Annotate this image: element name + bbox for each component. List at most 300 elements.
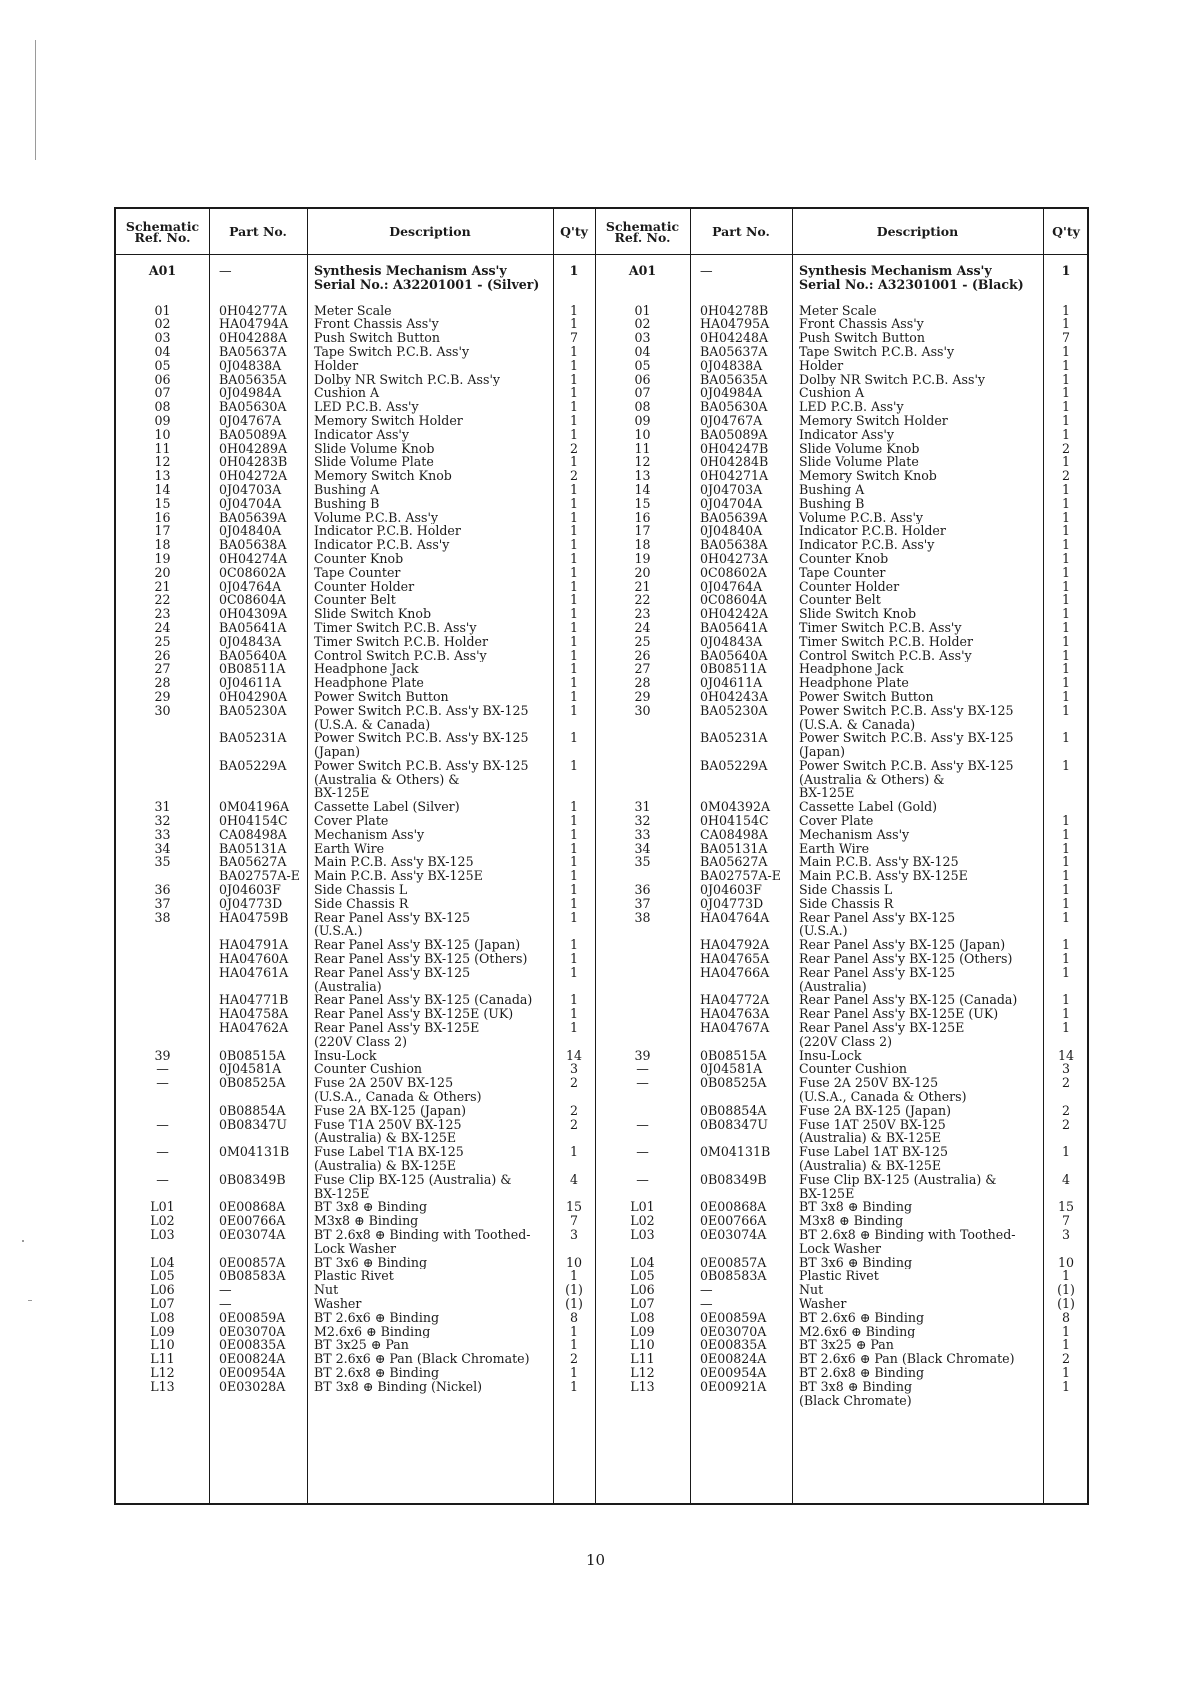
description-cell: Main P.C.B. Ass'y BX-125E xyxy=(314,869,483,884)
schematic-ref-cell xyxy=(595,1104,690,1118)
table-row xyxy=(116,317,595,331)
qty-cell: 3 xyxy=(1061,1062,1070,1077)
schematic-ref-cell: 16 xyxy=(634,510,651,525)
qty-cell: 1 xyxy=(1061,1269,1070,1284)
part-no-cell: — xyxy=(700,264,713,278)
qty-cell: 1 xyxy=(1061,689,1070,704)
schematic-ref-cell: 18 xyxy=(634,538,651,552)
schematic-ref-cell xyxy=(595,294,690,304)
qty-cell: 2 xyxy=(1061,469,1070,483)
table-row xyxy=(116,414,595,428)
qty-cell: 1 xyxy=(1061,703,1070,718)
qty-cell: 1 xyxy=(569,372,578,387)
header-qty: Q'ty xyxy=(560,224,588,239)
schematic-ref-cell: 39 xyxy=(634,1048,651,1063)
description-cell: Headphone Jack xyxy=(799,662,904,677)
description-cell: Cushion A xyxy=(799,386,865,401)
table-row xyxy=(116,676,595,690)
table-row xyxy=(116,800,595,814)
table-row xyxy=(595,1256,1089,1270)
description-cell: Timer Switch P.C.B. Holder xyxy=(314,634,489,649)
table-row xyxy=(595,1104,1089,1118)
qty-cell: 1 xyxy=(569,1007,578,1022)
description-cell: Fuse 2A 250V BX-125 (U.S.A., Canada & Others) xyxy=(314,1076,482,1104)
table-row xyxy=(116,635,595,649)
qty-cell: 1 xyxy=(1061,579,1070,594)
part-no-cell: 0E00859A xyxy=(700,1310,767,1325)
table-row xyxy=(116,400,595,414)
description-cell: Tape Switch P.C.B. Ass'y xyxy=(314,344,470,359)
part-no-cell: BA05131A xyxy=(219,841,287,856)
part-no-cell: 0E03074A xyxy=(700,1227,767,1242)
qty-cell: 1 xyxy=(1061,264,1071,278)
description-cell: Bushing B xyxy=(314,496,380,511)
table-row xyxy=(116,1007,595,1021)
description-cell: Fuse 1AT 250V BX-125 (Australia) & BX-125E xyxy=(799,1117,946,1146)
description-cell: Bushing B xyxy=(799,496,865,511)
table-row xyxy=(595,1325,1089,1339)
description-cell: M3x8 ⊕ Binding xyxy=(314,1214,419,1228)
description-cell: Side Chassis L xyxy=(314,883,408,897)
schematic-ref-cell xyxy=(116,1021,209,1049)
qty-cell: 1 xyxy=(1061,607,1070,621)
part-no-cell: BA05630A xyxy=(700,400,768,414)
page-number: 10 xyxy=(585,1551,606,1569)
table-row xyxy=(116,593,595,607)
table-row xyxy=(595,966,1089,994)
schematic-ref-cell: — xyxy=(156,1172,169,1187)
qty-cell: 1 xyxy=(569,634,578,649)
table-row xyxy=(595,1049,1089,1063)
table-row xyxy=(595,1007,1089,1021)
part-no-cell: 0B08583A xyxy=(219,1269,286,1284)
table-row xyxy=(116,1173,595,1201)
table-row xyxy=(595,1200,1089,1214)
table-row xyxy=(116,264,595,292)
part-no-cell: 0B08583A xyxy=(700,1269,767,1284)
part-no-cell: 0J04773D xyxy=(700,896,764,911)
table-row xyxy=(595,911,1089,939)
part-no-cell: 0M04392A xyxy=(700,800,771,815)
description-cell: Cushion A xyxy=(314,386,380,401)
table-row xyxy=(595,1269,1089,1283)
qty-cell: 1 xyxy=(569,896,578,911)
table-row xyxy=(595,414,1089,428)
description-cell: BT 2.6x8 ⊕ Binding with Toothed- Lock Washer xyxy=(799,1227,1016,1256)
table-row xyxy=(595,428,1089,442)
qty-cell: 7 xyxy=(569,1214,578,1228)
part-no-cell: 0C08604A xyxy=(219,593,286,608)
description-cell: Indicator P.C.B. Holder xyxy=(799,524,946,539)
qty-cell: 1 xyxy=(1061,910,1070,925)
description-cell: Tape Counter xyxy=(314,565,401,580)
qty-cell: 1 xyxy=(569,344,578,359)
part-no-cell: 0E00766A xyxy=(219,1214,286,1228)
table-row xyxy=(116,662,595,676)
description-cell: Headphone Jack xyxy=(314,662,419,677)
part-no-cell: 0J04611A xyxy=(219,676,282,690)
schematic-ref-cell xyxy=(116,731,209,759)
qty-cell: 1 xyxy=(1061,676,1070,690)
part-no-cell: CA08498A xyxy=(700,827,768,842)
qty-cell: 1 xyxy=(1061,952,1070,966)
header-part-no: Part No. xyxy=(229,224,287,239)
part-no-cell: — xyxy=(219,1283,232,1297)
description-cell: BT 3x8 ⊕ Binding xyxy=(314,1200,427,1215)
part-no-cell: HA04759B xyxy=(219,910,289,925)
description-cell: Headphone Plate xyxy=(314,676,424,690)
table-row xyxy=(116,1228,595,1256)
qty-cell: 1 xyxy=(569,758,578,773)
description-cell: Insu-Lock xyxy=(799,1048,862,1063)
table-row xyxy=(116,897,595,911)
schematic-ref-cell: 24 xyxy=(154,620,171,635)
qty-cell: 1 xyxy=(569,538,578,552)
part-no-cell: 0B08347U xyxy=(219,1117,287,1132)
schematic-ref-cell: L04 xyxy=(630,1255,655,1270)
qty-cell: 1 xyxy=(1061,1145,1070,1160)
part-no-cell: 0H04154C xyxy=(219,814,288,828)
schematic-ref-cell xyxy=(116,759,209,800)
part-no-cell: BA05639A xyxy=(219,510,287,525)
part-no-cell: 0M04131B xyxy=(219,1145,290,1160)
qty-cell: 1 xyxy=(569,1145,578,1160)
part-no-cell: 0M04131B xyxy=(700,1145,771,1160)
schematic-ref-cell: 13 xyxy=(634,469,651,483)
part-no-cell: BA02757A-E xyxy=(700,869,781,884)
table-row xyxy=(595,649,1089,663)
schematic-ref-cell: 23 xyxy=(154,607,171,621)
qty-cell: 2 xyxy=(569,1076,578,1091)
description-cell: BT 3x8 ⊕ Binding xyxy=(799,1200,912,1215)
qty-cell: 1 xyxy=(569,689,578,704)
schematic-ref-cell: — xyxy=(636,1076,649,1091)
qty-cell: 1 xyxy=(569,593,578,608)
table-row xyxy=(595,1311,1089,1325)
description-cell: Memory Switch Knob xyxy=(799,469,937,483)
table-row xyxy=(595,455,1089,469)
table-row xyxy=(116,966,595,994)
schematic-ref-cell: 07 xyxy=(634,386,651,401)
qty-cell: 1 xyxy=(1061,1021,1070,1036)
schematic-ref-cell: L03 xyxy=(150,1227,175,1242)
qty-cell xyxy=(1043,800,1089,814)
table-row xyxy=(116,759,595,800)
qty-cell: 1 xyxy=(569,386,578,401)
schematic-ref-cell: 17 xyxy=(634,524,651,539)
qty-cell: 2 xyxy=(1061,1103,1070,1118)
part-no-cell: 0J04843A xyxy=(700,634,763,649)
description-cell: Mechanism Ass'y xyxy=(314,827,425,842)
description-cell: BT 2.6x8 ⊕ Binding xyxy=(799,1365,925,1380)
schematic-ref-cell: L11 xyxy=(630,1352,655,1366)
qty-cell: 1 xyxy=(569,264,579,278)
description-cell: Fuse 2A BX-125 (Japan) xyxy=(314,1103,467,1118)
qty-cell: 1 xyxy=(569,910,578,925)
description-cell: BT 3x6 ⊕ Binding xyxy=(314,1255,427,1270)
part-no-cell: 0H04284B xyxy=(700,455,769,470)
schematic-ref-cell: A01 xyxy=(628,264,657,278)
qty-cell: (1) xyxy=(1057,1283,1075,1297)
table-row xyxy=(595,897,1089,911)
qty-cell: 1 xyxy=(569,869,578,884)
table-row xyxy=(595,442,1089,456)
description-cell: Cassette Label (Silver) xyxy=(314,800,460,815)
qty-cell: 1 xyxy=(569,427,578,442)
qty-cell: 1 xyxy=(569,1365,578,1380)
qty-cell: 4 xyxy=(569,1172,578,1187)
qty-cell: 2 xyxy=(569,1117,578,1132)
part-no-cell: 0H04243A xyxy=(700,689,769,704)
schematic-ref-cell: 10 xyxy=(154,427,171,442)
qty-cell: 1 xyxy=(569,800,578,815)
qty-cell: 1 xyxy=(569,993,578,1008)
schematic-ref-cell: 07 xyxy=(154,386,171,401)
table-row xyxy=(595,759,1089,800)
description-cell: Holder xyxy=(799,358,844,373)
qty-cell: 1 xyxy=(1061,896,1070,911)
qty-cell: 2 xyxy=(1061,1352,1070,1366)
description-cell: Holder xyxy=(314,358,359,373)
description-cell: Counter Belt xyxy=(314,593,396,608)
description-cell: Indicator P.C.B. Ass'y xyxy=(799,538,935,552)
table-row xyxy=(116,704,595,732)
table-row xyxy=(595,331,1089,345)
schematic-ref-cell: 19 xyxy=(154,551,171,566)
schematic-ref-cell: — xyxy=(636,1117,649,1132)
qty-cell: 1 xyxy=(1061,386,1070,401)
table-row xyxy=(595,607,1089,621)
table-row xyxy=(595,1338,1089,1352)
schematic-ref-cell: 18 xyxy=(154,538,171,552)
qty-cell: 1 xyxy=(1061,358,1070,373)
schematic-ref-cell: 20 xyxy=(154,565,171,580)
description-cell: Rear Panel Ass'y BX-125E (220V Class 2) xyxy=(799,1021,965,1049)
part-no-cell: BA05627A xyxy=(219,855,287,870)
qty-cell: 1 xyxy=(569,965,578,980)
table-row xyxy=(595,497,1089,511)
part-no-cell: 0E00824A xyxy=(219,1352,286,1366)
schematic-ref-cell: 28 xyxy=(634,676,651,690)
schematic-ref-cell: 15 xyxy=(154,496,171,511)
schematic-ref-cell: L11 xyxy=(150,1352,175,1366)
table-row xyxy=(595,400,1089,414)
schematic-ref-cell: 23 xyxy=(634,607,651,621)
qty-cell: 15 xyxy=(1057,1200,1075,1215)
description-cell: BT 2.6x6 ⊕ Pan (Black Chromate) xyxy=(799,1352,1015,1366)
description-cell xyxy=(792,294,1043,304)
schematic-ref-cell: 10 xyxy=(634,427,651,442)
qty-cell: 1 xyxy=(1061,993,1070,1008)
schematic-ref-cell: 37 xyxy=(634,896,651,911)
qty-cell: 1 xyxy=(569,1379,578,1394)
qty-cell: 1 xyxy=(569,400,578,414)
part-no-cell: HA04791A xyxy=(219,938,289,953)
part-no-cell: 0J04840A xyxy=(700,524,763,539)
qty-cell: 1 xyxy=(569,662,578,677)
part-no-cell: BA05231A xyxy=(219,731,287,746)
table-row xyxy=(116,331,595,345)
schematic-ref-cell: 33 xyxy=(154,827,171,842)
schematic-ref-cell: L10 xyxy=(630,1338,655,1353)
schematic-ref-cell: 09 xyxy=(634,413,651,428)
table-row xyxy=(116,869,595,883)
description-cell xyxy=(307,294,553,304)
part-no-cell: 0J04773D xyxy=(219,896,283,911)
schematic-ref-cell xyxy=(116,294,209,304)
schematic-ref-cell xyxy=(595,993,690,1007)
qty-cell: 8 xyxy=(569,1310,578,1325)
part-no-cell: 0H04272A xyxy=(219,469,288,483)
schematic-ref-cell xyxy=(595,938,690,952)
description-cell: Control Switch P.C.B. Ass'y xyxy=(799,648,972,663)
qty-cell: 1 xyxy=(569,607,578,621)
parts-list-table xyxy=(114,207,1089,1505)
description-cell: BT 3x25 ⊕ Pan xyxy=(314,1338,409,1353)
table-row xyxy=(595,1214,1089,1228)
description-cell: BT 3x8 ⊕ Binding (Black Chromate) xyxy=(799,1379,912,1408)
table-row xyxy=(116,1145,595,1173)
description-cell: Headphone Plate xyxy=(799,676,909,690)
description-cell: Indicator P.C.B. Ass'y xyxy=(314,538,450,552)
table-row xyxy=(595,704,1089,732)
part-no-cell: 0E00857A xyxy=(219,1255,286,1270)
description-cell: Rear Panel Ass'y BX-125 (Canada) xyxy=(799,993,1018,1008)
qty-cell: 1 xyxy=(1061,538,1070,552)
table-row xyxy=(595,304,1089,318)
table-row xyxy=(595,1145,1089,1173)
part-no-cell: 0J04611A xyxy=(700,676,763,690)
table-row xyxy=(116,1297,595,1311)
schematic-ref-cell: — xyxy=(636,1145,649,1160)
table-row xyxy=(116,814,595,828)
header-description: Description xyxy=(876,224,959,239)
qty-cell: 7 xyxy=(569,331,578,345)
description-cell: Memory Switch Holder xyxy=(314,413,463,428)
part-no-cell: HA04792A xyxy=(700,938,770,953)
schematic-ref-cell: L08 xyxy=(150,1310,175,1325)
qty-cell: 10 xyxy=(565,1255,583,1270)
qty-cell: 1 xyxy=(1061,372,1070,387)
schematic-ref-cell: 28 xyxy=(154,676,171,690)
qty-cell: 1 xyxy=(1061,869,1070,884)
part-no-cell: HA04758A xyxy=(219,1007,289,1022)
schematic-ref-cell: 37 xyxy=(154,896,171,911)
part-no-cell: 0B08349B xyxy=(700,1172,767,1187)
part-no-cell: 0E00766A xyxy=(700,1214,767,1228)
table-row xyxy=(116,294,595,304)
qty-cell: 8 xyxy=(1061,1310,1070,1325)
table-row xyxy=(116,469,595,483)
header-description: Description xyxy=(389,224,471,239)
qty-cell: 1 xyxy=(1061,634,1070,649)
description-cell: Earth Wire xyxy=(799,841,870,856)
schematic-ref-cell: 12 xyxy=(634,455,651,470)
schematic-ref-cell: — xyxy=(156,1117,169,1132)
part-no-cell: HA04767A xyxy=(700,1021,770,1036)
part-no-cell: 0J04581A xyxy=(700,1062,763,1077)
part-no-cell: 0M04196A xyxy=(219,800,290,815)
part-no-cell: 0J04764A xyxy=(700,579,763,594)
part-no-cell: — xyxy=(700,1296,713,1311)
part-no-cell: 0E00921A xyxy=(700,1379,767,1394)
table-row xyxy=(116,552,595,566)
table-row xyxy=(116,497,595,511)
schematic-ref-cell: 04 xyxy=(154,344,171,359)
description-cell: Synthesis Mechanism Ass'y Serial No.: A32301001 - (Black) xyxy=(799,264,1024,292)
table-row xyxy=(116,952,595,966)
qty-cell: 1 xyxy=(569,358,578,373)
part-no-cell: 0J04764A xyxy=(219,579,282,594)
description-cell: BT 2.6x8 ⊕ Binding xyxy=(314,1365,440,1380)
qty-cell: 2 xyxy=(1061,441,1070,456)
description-cell: Cover Plate xyxy=(799,814,874,828)
table-row xyxy=(116,1021,595,1049)
table-row xyxy=(116,566,595,580)
part-no-cell: BA05229A xyxy=(219,758,287,773)
table-row xyxy=(116,731,595,759)
qty-cell: 1 xyxy=(1061,510,1070,525)
part-no-cell: HA04765A xyxy=(700,952,770,966)
table-row xyxy=(595,1283,1089,1297)
schematic-ref-cell xyxy=(595,1021,690,1049)
table-row xyxy=(116,386,595,400)
part-no-cell: HA04795A xyxy=(700,317,770,332)
table-row xyxy=(116,607,595,621)
description-cell: Dolby NR Switch P.C.B. Ass'y xyxy=(314,372,501,387)
schematic-ref-cell: 06 xyxy=(634,372,651,387)
description-cell: Slide Volume Plate xyxy=(799,455,919,470)
table-row xyxy=(595,373,1089,387)
schematic-ref-cell: 35 xyxy=(154,855,171,870)
description-cell: Slide Switch Knob xyxy=(799,607,917,621)
table-row xyxy=(595,883,1089,897)
description-cell: Tape Counter xyxy=(799,565,886,580)
qty-cell: 7 xyxy=(1061,331,1070,345)
description-cell: Power Switch P.C.B. Ass'y BX-125 (Australia & Others) & BX-125E xyxy=(314,758,529,801)
part-no-cell: 0J04838A xyxy=(219,358,282,373)
description-cell: Power Switch P.C.B. Ass'y BX-125 (Japan) xyxy=(799,731,1014,759)
parts-rows-left xyxy=(116,264,595,1394)
part-no-cell: BA05131A xyxy=(700,841,768,856)
table-row xyxy=(595,662,1089,676)
table-row xyxy=(595,1352,1089,1366)
qty-cell: 2 xyxy=(569,441,578,456)
part-no-cell: 0B08854A xyxy=(219,1103,286,1118)
table-row xyxy=(116,1380,595,1394)
description-cell: Timer Switch P.C.B. Holder xyxy=(799,634,974,649)
part-no-cell: 0E03028A xyxy=(219,1379,286,1394)
qty-cell: 1 xyxy=(1061,344,1070,359)
part-no-cell: 0E00954A xyxy=(700,1365,767,1380)
description-cell: Slide Volume Plate xyxy=(314,455,434,470)
schematic-ref-cell xyxy=(116,993,209,1007)
part-no-cell: 0J04581A xyxy=(219,1062,282,1077)
description-cell: Counter Holder xyxy=(314,579,415,594)
schematic-ref-cell: — xyxy=(636,1172,649,1187)
description-cell: Nut xyxy=(799,1283,824,1297)
part-no-cell: 0E00868A xyxy=(700,1200,767,1215)
part-no-cell: 0J04703A xyxy=(700,482,763,497)
table-row xyxy=(116,359,595,373)
table-row xyxy=(116,649,595,663)
qty-cell: 1 xyxy=(1061,662,1070,677)
part-no-cell: BA05627A xyxy=(700,855,768,870)
schematic-ref-cell: 38 xyxy=(154,910,171,925)
qty-cell: 1 xyxy=(569,883,578,897)
qty-cell: 1 xyxy=(569,648,578,663)
schematic-ref-cell: 25 xyxy=(154,634,171,649)
